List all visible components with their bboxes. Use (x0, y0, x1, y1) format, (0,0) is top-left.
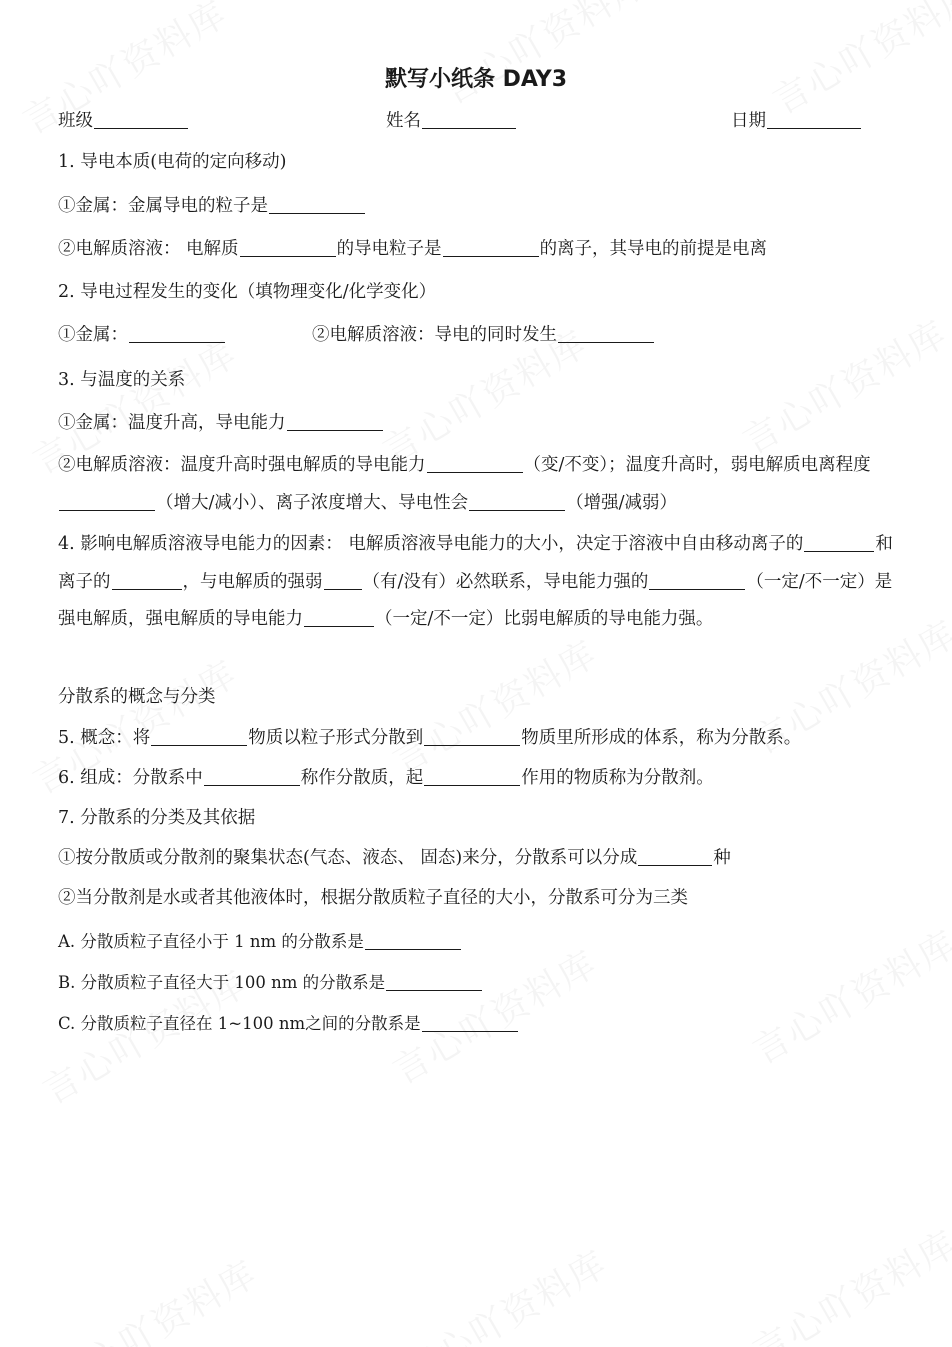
answer-blank[interactable] (240, 238, 336, 257)
answer-blank[interactable] (112, 571, 182, 590)
q7-text: 种 (713, 848, 731, 868)
q2-heading: 2. 导电过程发生的变化（填物理变化/化学变化） (58, 282, 437, 302)
q6-text: 称作分散质，起 (300, 768, 424, 788)
q4-paragraph (58, 526, 896, 639)
class-field (58, 107, 189, 132)
q3-sol-text: （变/不变）；温度升高时，弱电解质电离程度 (523, 455, 871, 475)
q3-sol-text: （增大/减小）、离子浓度增大、导电性会 (156, 492, 469, 513)
q3-sol-text: ②电解质溶液：温度升高时强电解质的导电能力 (58, 455, 426, 475)
date-blank[interactable] (767, 110, 861, 129)
answer-blank[interactable] (427, 454, 523, 473)
answer-blank[interactable] (151, 727, 247, 746)
q4-text: 4. 影响电解质溶液导电能力的因素： 电解质溶液导电能力的大小，决定于溶液中自由移动离子的 (58, 534, 804, 554)
q2-solution (312, 323, 655, 347)
q7-option-text: B. 分散质粒子直径大于 100 nm 的分散系是 (58, 973, 386, 992)
watermark (743, 916, 952, 1074)
q7-part2: ②当分散剂是水或者其他液体时，根据分散质粒子直径的大小，分散系可分为三类 (58, 888, 688, 908)
q7-option-c (58, 1012, 519, 1036)
q7-part1 (58, 846, 731, 870)
answer-blank[interactable] (558, 324, 654, 343)
q5-text: 物质里所形成的体系，称为分散系。 (521, 728, 802, 748)
watermark (733, 306, 952, 464)
answer-blank[interactable] (287, 412, 383, 431)
watermark (743, 1216, 952, 1347)
q1-sol-text: ②电解质溶液： 电解质 (58, 239, 239, 259)
class-blank[interactable] (94, 110, 188, 129)
q7-option-b (58, 971, 483, 995)
watermark (43, 1246, 266, 1347)
q3-metal (58, 411, 384, 435)
q7-heading: 7. 分散系的分类及其依据 (58, 808, 256, 828)
answer-blank[interactable] (469, 492, 565, 511)
watermark (433, 0, 656, 115)
q4-text: （一定/不一定）比弱电解质的导电能力强。 (375, 609, 714, 629)
q4-text: （一定/不一定）是强电解质，强电解质的导电能力 (58, 571, 893, 629)
answer-blank[interactable] (304, 608, 374, 627)
name-label: 姓名 (386, 111, 421, 131)
answer-blank[interactable] (638, 847, 712, 866)
answer-blank[interactable] (269, 195, 365, 214)
q6 (58, 766, 714, 790)
q4-text: 和离子的 (58, 534, 893, 592)
name-field (386, 107, 517, 132)
q7-text: ①按分散质或分散剂的聚集状态(气态、液态、 固态)来分，分散系可以分成 (58, 848, 638, 868)
date-field (731, 107, 862, 132)
answer-blank[interactable] (129, 324, 225, 343)
q3-metal-text: ①金属：温度升高，导电能力 (58, 413, 286, 433)
answer-blank[interactable] (59, 492, 155, 511)
q1-sol-text: 的导电粒子是 (336, 239, 442, 259)
q3-solution (58, 447, 896, 522)
q5 (58, 726, 801, 750)
q3-heading: 3. 与温度的关系 (58, 370, 186, 390)
watermark (393, 1236, 616, 1347)
q4-text: ，与电解质的强弱 (182, 571, 323, 592)
q7-option-a (58, 930, 462, 954)
answer-blank[interactable] (422, 1013, 518, 1032)
q3-sol-text: （增强/减弱） (566, 492, 678, 513)
date-label: 日期 (731, 111, 766, 131)
q1-solution (58, 237, 767, 261)
watermark (383, 626, 606, 784)
q7-option-text: A. 分散质粒子直径小于 1 nm 的分散系是 (58, 932, 364, 951)
answer-blank[interactable] (204, 767, 300, 786)
q2-metal (58, 323, 226, 347)
answer-blank[interactable] (649, 571, 745, 590)
q1-metal (58, 194, 366, 218)
answer-blank[interactable] (443, 238, 539, 257)
q6-text: 6. 组成：分散系中 (58, 768, 203, 788)
section-heading: 分散系的概念与分类 (58, 687, 216, 707)
q5-text: 5. 概念：将 (58, 728, 151, 748)
answer-blank[interactable] (365, 931, 461, 950)
class-label: 班级 (58, 111, 93, 131)
page-title: 默写小纸条 DAY3 (384, 67, 568, 92)
q1-metal-text: ①金属：金属导电的粒子是 (58, 196, 268, 216)
name-blank[interactable] (422, 110, 516, 129)
answer-blank[interactable] (324, 571, 362, 590)
answer-blank[interactable] (424, 767, 520, 786)
q7-option-text: C. 分散质粒子直径在 1~100 nm之间的分散系是 (58, 1014, 421, 1033)
q6-text: 作用的物质称为分散剂。 (521, 768, 714, 788)
q5-text: 物质以粒子形式分散到 (248, 728, 424, 748)
q1-heading: 1. 导电本质(电荷的定向移动) (58, 152, 287, 172)
q2-sol-text: ②电解质溶液：导电的同时发生 (312, 325, 557, 345)
q4-text: （有/没有）必然联系，导电能力强的 (362, 571, 649, 592)
q2-metal-text: ①金属： (58, 325, 128, 345)
answer-blank[interactable] (424, 727, 520, 746)
answer-blank[interactable] (804, 533, 874, 552)
q1-sol-text: 的离子，其导电的前提是电离 (539, 239, 768, 259)
answer-blank[interactable] (386, 972, 482, 991)
